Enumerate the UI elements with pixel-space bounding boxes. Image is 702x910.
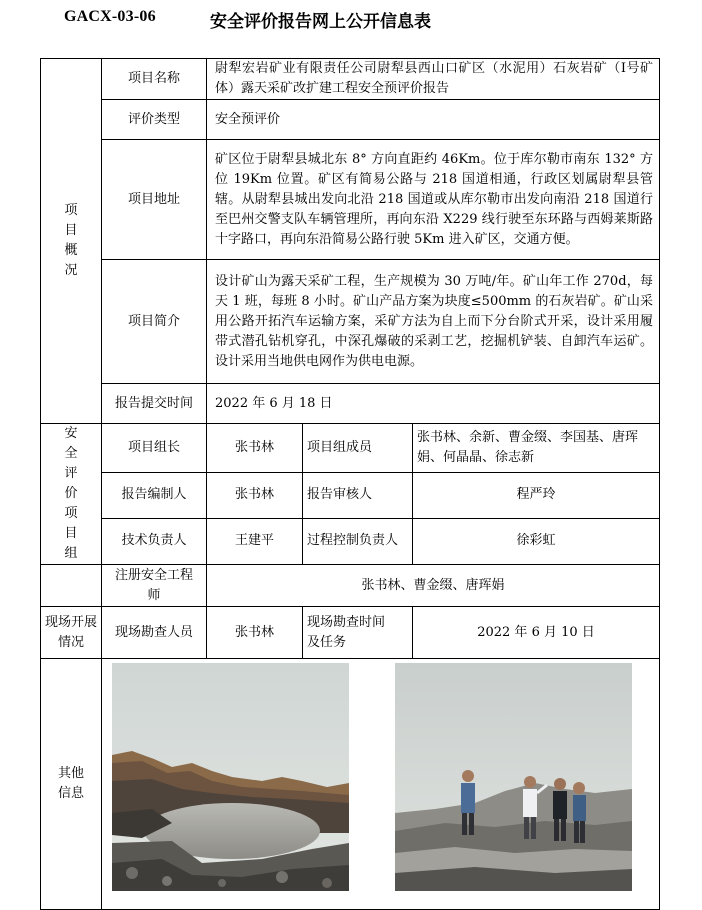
row-report-author <box>41 472 660 518</box>
team-leader-label: 项目组长 <box>102 424 207 473</box>
photos-cell <box>102 659 660 910</box>
submit-time-label: 报告提交时间 <box>102 384 207 424</box>
row-technical-lead <box>41 518 660 564</box>
report-author-value: 张书林 <box>207 472 303 518</box>
row-project-intro <box>41 260 660 384</box>
quarry-pit-photo <box>112 663 349 891</box>
document-code: GACX-03-06 <box>64 8 156 25</box>
row-submit-time <box>41 384 660 424</box>
team-leader-value: 张书林 <box>207 424 303 473</box>
row-site-survey <box>41 607 660 659</box>
site-inspection-photo <box>395 663 632 891</box>
evaluation-type-label: 评价类型 <box>102 100 207 140</box>
row-team-leader <box>41 424 660 473</box>
project-address-label: 项目地址 <box>102 140 207 260</box>
evaluation-type-value: 安全预评价 <box>207 100 660 140</box>
report-reviewer-label: 报告审核人 <box>303 472 413 518</box>
project-address-value: 矿区位于尉犁县城北东 8° 方向直距约 46Km。位于库尔勒市南东 132° 方位 19Km 位置。矿区有简易公路与 218 国道相通，行政区划属尉犁县管辖。从尉犁县城出发向北沿 218 国道或从库尔勒市出发向南沿 218 国道行至巴州交警支队车辆管理所，再向东沿 X229 线行驶至东环路与西姆莱斯路十字路口，再向东沿简易公路行驶 5Km 进入矿区，交通方便。 <box>207 140 660 260</box>
site-surveyor-label: 现场勘查人员 <box>102 607 207 659</box>
technical-lead-value: 王建平 <box>207 518 303 564</box>
team-members-label: 项目组成员 <box>303 424 413 473</box>
row-evaluation-type <box>41 100 660 140</box>
row-project-name <box>41 59 660 100</box>
safety-engineers-label: 注册安全工程师 <box>102 565 207 607</box>
site-surveyor-value: 张书林 <box>207 607 303 659</box>
process-control-value: 徐彩虹 <box>413 518 660 564</box>
project-name-value: 尉犁宏岩矿业有限责任公司尉犁县西山口矿区（水泥用）石灰岩矿（Ⅰ号矿体）露天采矿改扩建工程安全预评价报告 <box>207 59 660 100</box>
project-name-label: 项目名称 <box>102 59 207 100</box>
safety-engineers-value: 张书林、曹金缀、唐珲娟 <box>207 565 660 607</box>
section-other-info: 其他信息 <box>41 659 102 910</box>
row-other-info <box>41 659 660 910</box>
technical-lead-label: 技术负责人 <box>102 518 207 564</box>
disclosure-table <box>40 58 660 910</box>
project-intro-value: 设计矿山为露天采矿工程，生产规模为 30 万吨/年。矿山年工作 270d，每天 1 班，每班 8 小时。矿山产品方案为块度≤500mm 的石灰岩矿。矿山采用公路开拓汽车运输方案，采矿方法为自上而下分台阶式开采，设计采用履带式潜孔钻机穿孔，中深孔爆破的采剥工艺，挖掘机铲装、自卸汽车运矿。设计采用当地供电网作为供电电源。 <box>207 260 660 384</box>
document-header <box>0 8 702 30</box>
document-title: 安全评价报告网上公开信息表 <box>210 12 431 32</box>
section-project-overview: 项目概况 <box>41 59 102 424</box>
submit-time-value: 2022 年 6 月 18 日 <box>207 384 660 424</box>
row-safety-engineers <box>41 565 660 607</box>
team-members-value: 张书林、余新、曹金缀、李国基、唐珲娟、何晶晶、徐志新 <box>413 424 660 473</box>
report-author-label: 报告编制人 <box>102 472 207 518</box>
site-survey-time-label: 现场勘查时间及任务 <box>303 607 413 659</box>
process-control-label: 过程控制负责人 <box>303 518 413 564</box>
section-evaluation-team: 安全评价项目组 <box>41 424 102 565</box>
row-project-address <box>41 140 660 260</box>
site-survey-time-value: 2022 年 6 月 10 日 <box>413 607 660 659</box>
report-reviewer-value: 程严玲 <box>413 472 660 518</box>
project-intro-label: 项目简介 <box>102 260 207 384</box>
section-site-survey: 现场开展情况 <box>41 607 102 659</box>
